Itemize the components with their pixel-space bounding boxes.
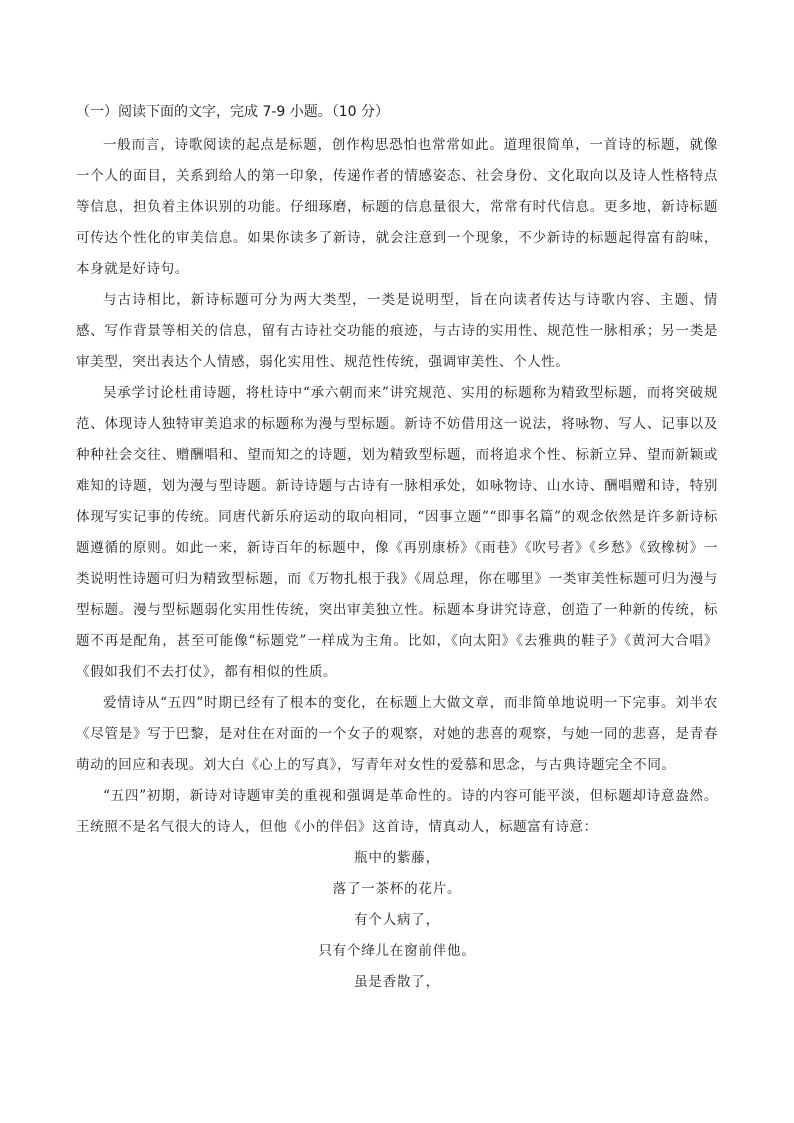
poem-line: 落了一茶杯的花片。 (332, 881, 462, 897)
section-heading: （一）阅读下面的文字，完成 7-9 小题。（10 分） (76, 104, 390, 120)
poem-line: 有个人病了， (354, 912, 440, 928)
paragraph-4: 爱情诗从“五四”时期已经有了根本的变化，在标题上大做文章，而非简单地说明一下完事。刘半农《尽管是》写于巴黎，是对住在对面的一个女子的观察，对她的悲喜的观察，与她一同的悲喜，是青春萌动的回应和表现。刘大白《心上的写真》，写青年对女性的爱慕和思念，与古典诗题完全不同。 (76, 695, 718, 773)
poem-line: 虽是香散了， (354, 974, 440, 990)
reading-passage (76, 130, 718, 998)
paragraph-5: “五四”初期，新诗对诗题审美的重视和强调是革命性的。诗的内容可能平淡，但标题却诗意盎然。王统照不是名气很大的诗人，但他《小的伴侣》这首诗，情真动人，标题富有诗意： (76, 788, 718, 835)
paragraph-3: 吴承学讨论杜甫诗题，将杜诗中“承六朝而来”讲究规范、实用的标题称为精致型标题，而将突破规范、体现诗人独特审美追求的标题称为漫与型标题。新诗不妨借用这一说法，将咏物、写人、记事以及种种社会交往、赠酬唱和、望而知之的诗题，划为精致型标题，而将追求个性、标新立异、望而新颖或难知的诗题，划为漫与型诗题。新诗诗题与古诗有一脉相承处，如咏物诗、山水诗、酬唱赠和诗，特别体现写实记事的传统。同唐代新乐府运动的取向相同，“因事立题”“即事名篇”的观念依然是许多新诗标题遵循的原则。如此一来，新诗百年的标题中，像《再别康桥》《雨巷》《吹号者》《乡愁》《致橡树》一类说明性诗题可归为精致型标题，而《万物扎根于我》《周总理，你在哪里》一类审美性标题可归为漫与型标题。漫与型标题弱化实用性传统，突出审美独立性。标题本身讲究诗意，创造了一种新的传统，标题不再是配角，甚至可能像“标题党”一样成为主角。比如，《向太阳》《去雅典的鞋子》《黄河大合唱》《假如我们不去打仗》，都有相似的性质。 (76, 385, 718, 680)
paragraph-1: 一般而言，诗歌阅读的起点是标题，创作构思恐怕也常常如此。道理很简单，一首诗的标题，就像一个人的面目，关系到给人的第一印象，传递作者的情感姿态、社会身份、文化取向以及诗人性格特点等信息，担负着主体识别的功能。仔细琢磨，标题的信息量很大，常常有时代信息。更多地，新诗标题可传达个性化的审美信息。如果你读多了新诗，就会注意到一个现象，不少新诗的标题起得富有韵味，本身就是好诗句。 (76, 137, 718, 277)
poem-excerpt (76, 843, 718, 998)
poem-line: 瓶中的紫藤， (354, 850, 440, 866)
poem-line: 只有个绛儿在窗前伴他。 (318, 943, 476, 959)
paragraph-2: 与古诗相比，新诗标题可分为两大类型，一类是说明型，旨在向读者传达与诗歌内容、主题、情感、写作背景等相关的信息，留有古诗社交功能的痕迹，与古诗的实用性、规范性一脉相承；另一类是审美型，突出表达个人情感，弱化实用性、规范性传统，强调审美性、个人性。 (76, 292, 718, 370)
